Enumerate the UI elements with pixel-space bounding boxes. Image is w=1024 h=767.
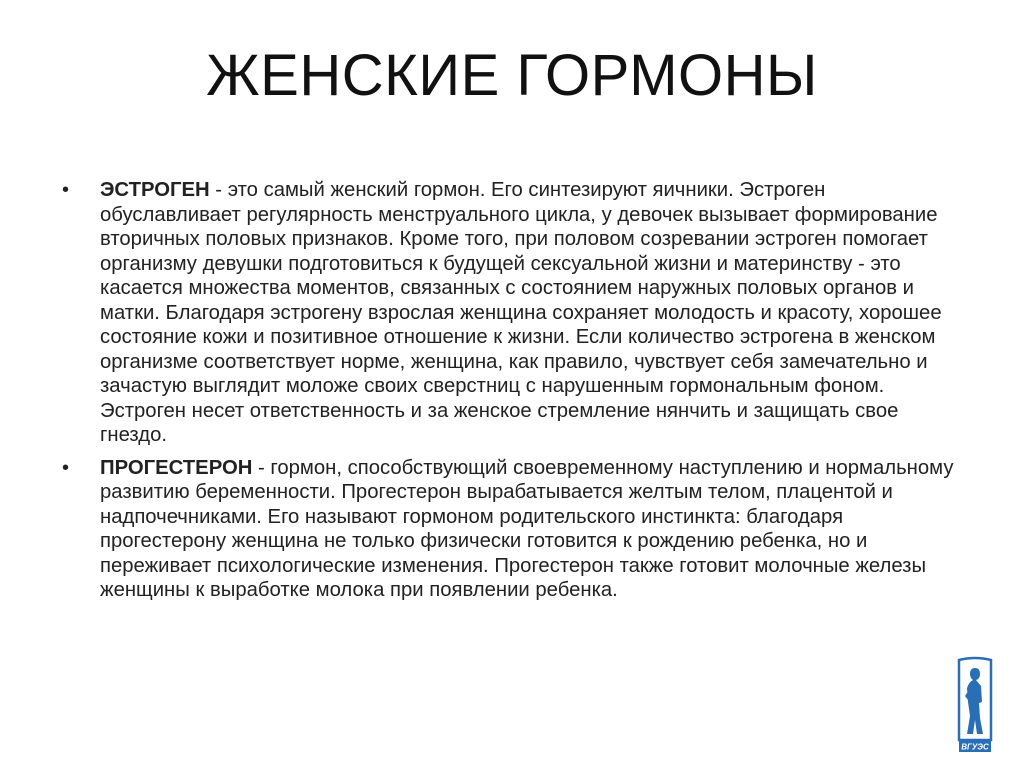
- term-estrogen: ЭСТРОГЕН: [100, 179, 210, 201]
- term-progesterone: ПРОГЕСТЕРОН: [100, 456, 253, 479]
- description-progesterone: - гормон, способствующий своевременному наступлению и нормальному развитию беременности. Прогестерон вырабатывается желтым телом, плацентой и надпочечниками. Его называют гормоном родительского инстинкта: благодаря прогестерону женщина не только физически готовится к рождению ребенка, но и переживает психологические изменения. Прогестерон также готовит молочные железы женщины к выработке молока при появлении ребенка.: [100, 456, 954, 601]
- bullet-estrogen: [62, 178, 962, 448]
- university-emblem-icon: [955, 656, 995, 756]
- bullet-progesterone: [62, 456, 962, 603]
- bullet-marker: •: [62, 456, 70, 479]
- slide-title: ЖЕНСКИЕ ГОРМОНЫ: [206, 43, 818, 108]
- description-estrogen: - это самый женский гормон. Его синтезируют яичники. Эстроген обуславливает регулярность менструального цикла, у девочек вызывает формирование вторичных половых признаков. Кроме того, при половом созревании эстроген помогает организму девушки подготовиться к будущей сексуальной жизни и материнству - это касается множества моментов, связанных с состоянием наружных половых органов и матки. Благодаря эстрогену взрослая женщина сохраняет молодость и красоту, хорошее состояние кожи и позитивное отношение к жизни. Если количество эстрогена в женском организме соответствует норме, женщина, как правило, чувствует себя замечательно и зачастую выглядит моложе своих сверстниц с нарушенным гормональным фоном. Эстроген несет ответственность и за женское стремление нянчить и защищать свое гнездо.: [100, 179, 942, 446]
- bullet-marker: •: [62, 179, 70, 201]
- emblem-caption: ВГУЭС: [961, 742, 989, 752]
- bullet-list: [62, 178, 962, 611]
